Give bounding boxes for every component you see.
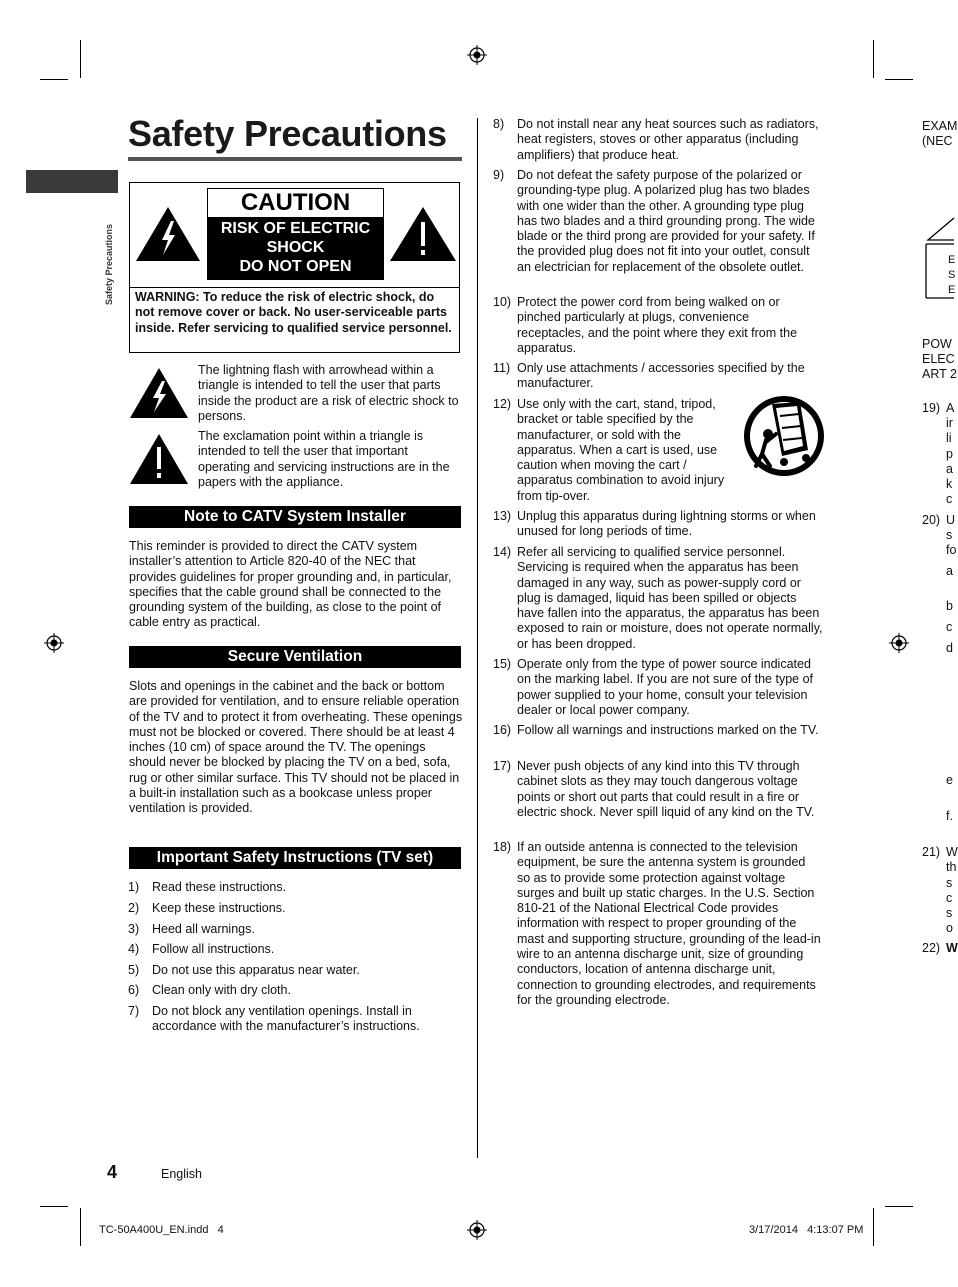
lightning-description: The lightning flash with arrowhead within a triangle is intended to tell the user that parts inside the product are a risk of electric shock to persons. bbox=[198, 363, 459, 423]
ventilation-text: Slots and openings in the cabinet and the back or bottom are provided for ventilation, and to ensure reliable operation of the TV and to protect it from overheating. These openings must not be blocked or covered. There should be at least 4 inches (10 cm) of space around the TV. The openings should never be blocked by placing the TV on a bed, sofa, rug or other similar surface. This TV should not be placed in a built-in installation such as a bookcase unless proper ventilation is provided. bbox=[129, 679, 463, 816]
clipped-text: d bbox=[946, 641, 953, 655]
caution-line: RISK OF ELECTRIC bbox=[220, 220, 371, 237]
clipped-text: c bbox=[946, 891, 953, 905]
item-number: 7) bbox=[128, 1004, 140, 1018]
item-text: Do not defeat the safety purpose of the polarized or grounding-type plug. A polarized plug has two blades with one wider than the other. A grounding type plug has two blades and a third grounding prong. The wide blade or the third prong are provided for your safety. If the provided plug does not fit into your outlet, consult an electrician for replacement of the obsolete outlet. bbox=[517, 168, 815, 274]
clipped-text: fo bbox=[946, 543, 957, 557]
crop-mark bbox=[873, 40, 874, 78]
crop-mark bbox=[873, 1208, 874, 1246]
registration-mark-icon bbox=[44, 633, 64, 653]
item-number: 15) bbox=[493, 657, 512, 671]
item-text: Unplug this apparatus during lightning storms or when unused for long periods of time. bbox=[517, 509, 816, 539]
item-number: 5) bbox=[128, 963, 140, 977]
registration-mark-icon bbox=[467, 1220, 487, 1240]
clipped-text: W bbox=[946, 941, 958, 955]
caution-label bbox=[207, 188, 384, 280]
item-number: 2) bbox=[128, 901, 140, 915]
lightning-triangle-icon bbox=[129, 367, 189, 419]
crop-mark bbox=[40, 1206, 68, 1207]
column-divider bbox=[477, 118, 478, 1158]
slug-timestamp: 3/17/2014 4:13:07 PM bbox=[749, 1224, 864, 1236]
crop-mark bbox=[885, 1206, 913, 1207]
side-tab-label: Safety Precautions bbox=[104, 223, 114, 305]
item-text: Clean only with dry cloth. bbox=[152, 983, 291, 997]
section-heading-instructions: Important Safety Instructions (TV set) bbox=[129, 847, 461, 869]
warning-text: WARNING: To reduce the risk of electric shock, do not remove cover or back. No user-serviceable parts inside. Refer servicing to qualified service personnel. bbox=[135, 290, 452, 335]
crop-mark bbox=[885, 79, 913, 80]
item-text: Do not block any ventilation openings. Install in accordance with the manufacturer’s instructions. bbox=[152, 1004, 420, 1034]
item-text: Protect the power cord from being walked on or pinched particularly at plugs, convenience receptacles, and the point where they exit from the apparatus. bbox=[517, 295, 798, 355]
clipped-text: A bbox=[946, 401, 955, 415]
clipped-text: e bbox=[946, 773, 953, 787]
item-number: 1) bbox=[128, 880, 140, 894]
page-number: 4 bbox=[107, 1162, 118, 1182]
item-text: Use only with the cart, stand, tripod, bracket or table specified by the manufacturer, or sold with the apparatus. When a cart is used, use caution when moving the cart / apparatus combination to avoid injury from tip-over. bbox=[517, 397, 725, 503]
section-heading-catv: Note to CATV System Installer bbox=[129, 506, 461, 528]
clipped-text: li bbox=[946, 431, 952, 445]
clipped-text: c bbox=[946, 620, 953, 634]
catv-text: This reminder is provided to direct the CATV system installer’s attention to Article 820-40 of the NEC that provides guidelines for proper grounding and, in particular, specifies that the cable ground shall be connected to the grounding system of the building, as close to the point of cable entry as practical. bbox=[129, 539, 452, 630]
clipped-text: 19) bbox=[922, 401, 941, 415]
section-tab bbox=[26, 170, 118, 193]
clipped-text: a bbox=[946, 462, 953, 476]
clipped-text: EXAM bbox=[922, 119, 958, 133]
caution-line: SHOCK bbox=[266, 239, 325, 256]
item-text: Do not install near any heat sources such as radiators, heat registers, stoves or other apparatus (including amplifiers) that produce heat. bbox=[517, 117, 819, 162]
clipped-text: s bbox=[946, 876, 953, 890]
exclamation-description: The exclamation point within a triangle is intended to tell the user that important operating and servicing instructions are in the papers with the appliance. bbox=[198, 429, 450, 489]
item-text: Refer all servicing to qualified service personnel. Servicing is required when the apparatus has been damaged in any way, such as power-supply cord or plug is damaged, liquid has been spilled or objects have fallen into the apparatus, the apparatus has been exposed to rain or moisture, does not operate normally, or has been dropped. bbox=[517, 545, 823, 651]
clipped-text: b bbox=[946, 599, 953, 613]
item-text: Operate only from the type of power source indicated on the marking label. If you are not sure of the type of power supplied to your home, consult your television dealer or local power company. bbox=[517, 657, 814, 717]
clipped-text: S bbox=[948, 269, 956, 281]
crop-mark bbox=[40, 79, 68, 80]
exclamation-triangle-icon bbox=[389, 206, 457, 262]
item-number: 8) bbox=[493, 117, 505, 131]
clipped-text: 22) bbox=[922, 941, 941, 955]
item-number: 17) bbox=[493, 759, 512, 773]
clipped-text: 20) bbox=[922, 513, 941, 527]
item-number: 3) bbox=[128, 922, 140, 936]
caution-line: DO NOT OPEN bbox=[239, 258, 352, 275]
clipped-text: ir bbox=[946, 416, 953, 430]
clipped-text: ELEC bbox=[922, 352, 955, 366]
clipped-text: p bbox=[946, 447, 953, 461]
crop-mark bbox=[80, 40, 81, 78]
clipped-text: k bbox=[946, 477, 953, 491]
clipped-text: (NEC bbox=[922, 134, 953, 148]
item-text: Only use attachments / accessories specified by the manufacturer. bbox=[517, 361, 805, 391]
item-text: Follow all instructions. bbox=[152, 942, 275, 956]
page-title: Safety Precautions bbox=[128, 113, 447, 154]
slug-filename: TC-50A400U_EN.indd 4 bbox=[99, 1224, 224, 1236]
item-text: Follow all warnings and instructions marked on the TV. bbox=[517, 723, 819, 737]
caution-subtext bbox=[207, 219, 384, 276]
clipped-text: 21) bbox=[922, 845, 941, 859]
clipped-text: c bbox=[946, 492, 953, 506]
page-language: English bbox=[161, 1167, 202, 1181]
section-heading-ventilation: Secure Ventilation bbox=[129, 646, 461, 668]
cart-tip-over-icon bbox=[742, 394, 826, 478]
registration-mark-icon bbox=[889, 633, 909, 653]
clipped-text: o bbox=[946, 921, 953, 935]
item-text: Do not use this apparatus near water. bbox=[152, 963, 360, 977]
item-number: 16) bbox=[493, 723, 512, 737]
item-number: 18) bbox=[493, 840, 512, 854]
divider bbox=[129, 287, 460, 288]
item-number: 12) bbox=[493, 397, 512, 411]
registration-mark-icon bbox=[467, 45, 487, 65]
clipped-text: E bbox=[948, 284, 956, 296]
item-number: 4) bbox=[128, 942, 140, 956]
item-number: 11) bbox=[493, 361, 511, 375]
item-number: 13) bbox=[493, 509, 512, 523]
item-number: 9) bbox=[493, 168, 505, 182]
item-text: Keep these instructions. bbox=[152, 901, 286, 915]
item-text: Heed all warnings. bbox=[152, 922, 255, 936]
clipped-text: th bbox=[946, 860, 957, 874]
item-text: Never push objects of any kind into this TV through cabinet slots as they may touch dangerous voltage points or short out parts that could result in a fire or electric shock. Never spill liquid of any kind on the TV. bbox=[517, 759, 815, 819]
clipped-text: POW bbox=[922, 337, 952, 351]
clipped-text: E bbox=[948, 254, 956, 266]
clipped-text: W bbox=[946, 845, 958, 859]
title-underline bbox=[128, 157, 462, 161]
exclamation-triangle-icon bbox=[129, 433, 189, 485]
clipped-text: s bbox=[946, 906, 953, 920]
crop-mark bbox=[80, 1208, 81, 1246]
clipped-text: ART 2 bbox=[922, 367, 957, 381]
clipped-text: f. bbox=[946, 809, 953, 823]
item-number: 14) bbox=[493, 545, 512, 559]
clipped-text: s bbox=[946, 528, 953, 542]
caution-heading: CAUTION bbox=[208, 189, 383, 217]
item-number: 6) bbox=[128, 983, 140, 997]
lightning-triangle-icon bbox=[135, 206, 201, 262]
item-number: 10) bbox=[493, 295, 512, 309]
clipped-text: U bbox=[946, 513, 956, 527]
item-text: Read these instructions. bbox=[152, 880, 287, 894]
clipped-text: a bbox=[946, 564, 953, 578]
item-text: If an outside antenna is connected to the television equipment, be sure the antenna system is grounded so as to provide some protection against voltage surges and built up static charges. In the U.S. Section 810-21 of the National Electrical Code provides information with respect to proper grounding of the mast and supporting structure, grounding of the lead-in wire to an antenna discharge unit, size of grounding conductors, location of antenna discharge unit, connection to grounding electrodes, and requirements for the grounding electrode. bbox=[517, 840, 821, 1007]
